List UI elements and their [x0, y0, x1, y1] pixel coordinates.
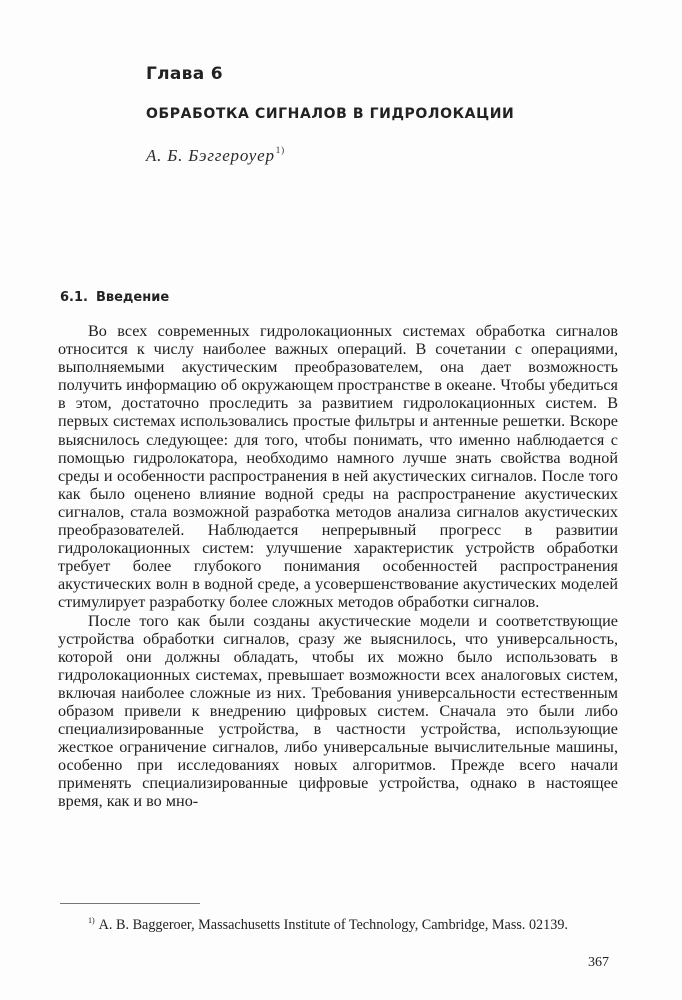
paragraph: Во всех современных гидролокационных системах обработка сигналов относится к числу наиболее важных операций. В сочетании с операциями, выполняемыми акустическим преобразователем, она дает возможность получить информацию об окружающем пространстве в океане. Чтобы убедиться в этом, достаточно проследить за развитием гидролокационных систем. В первых системах использовались простые фильтры и антенные решетки. Вскоре выяснилось следующее: для того, чтобы понимать, что именно наблюдается с помощью гидролокатора, необходимо намного лучше знать свойства водной среды и особенности распространения в ней акустических сигналов. После того как было оценено влияние водной среды на распространение акустических сигналов, стала возможной разработка методов анализа сигналов акустических преобразователей. Наблюдается непрерывный прогресс в развитии гидролокационных систем: улучшение характеристик устройств обработки требует более глубокого понимания особенностей распространения акустических волн в водной среде, а усовершенствование акустических моделей стимулирует разработку более сложных методов обработки сигналов.	[58, 322, 618, 612]
chapter-title: ОБРАБОТКА СИГНАЛОВ В ГИДРОЛОКАЦИИ	[146, 106, 515, 122]
footnote-mark: 1)	[88, 916, 95, 925]
author-name: А. Б. Бэггероуер	[146, 146, 275, 165]
author-footnote-mark: 1)	[275, 145, 285, 155]
footnote	[58, 912, 616, 934]
chapter-label: Глава 6	[146, 64, 223, 84]
chapter-author	[146, 145, 285, 166]
body-text	[58, 322, 618, 811]
footnote-divider	[60, 903, 200, 904]
section-number: 6.1.	[60, 290, 88, 305]
section-title: Введение	[95, 290, 170, 305]
footnote-text: A. B. Baggeroer, Massachusetts Institute of Technology, Cambridge, Mass. 02139.	[98, 917, 568, 933]
section-heading	[60, 290, 169, 305]
page-number: 367	[588, 955, 609, 970]
paragraph: После того как были созданы акустические модели и соответствующие устройства обработки сигналов, сразу же выяснилось, что универсальность, которой они должны обладать, чтобы их можно было использовать в гидролокационных системах, превышает возможности всех аналоговых систем, включая наиболее сложные из них. Требования универсальности естественным образом привели к внедрению цифровых систем. Сначала это были либо специализированные устройства, в частности устройства, использующие жесткое ограничение сигналов, либо универсальные вычислительные машины, особенно при исследованиях новых алгоритмов. Прежде всего начали применять специализированные цифровые устройства, однако в настоящее время, как и во мно-	[58, 611, 618, 811]
